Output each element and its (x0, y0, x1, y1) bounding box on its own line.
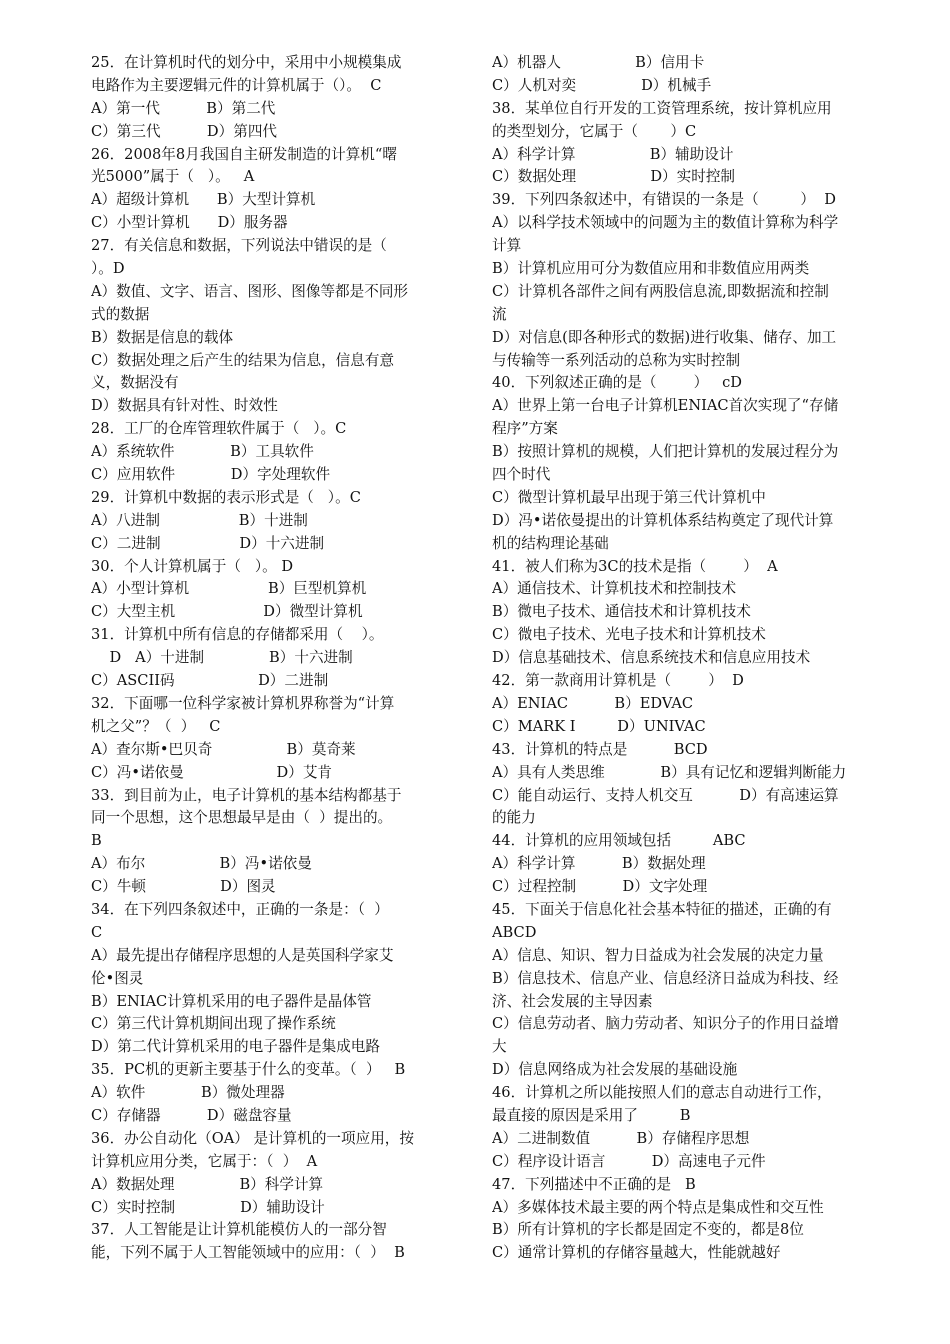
text-line: A）具有人类思维 B）具有记忆和逻辑判断能力 (492, 763, 847, 781)
text-line: C）数据处理 D）实时控制 (492, 168, 736, 186)
text-line: A）二进制数值 B）存储程序思想 (492, 1129, 750, 1147)
text-line: C）存储器 D）磁盘容量 (91, 1106, 292, 1124)
text-line: C (91, 923, 103, 941)
text-line: 电路作为主要逻辑元件的计算机属于（）。 C (91, 76, 382, 94)
text-line: A）世界上第一台电子计算机ENIAC首次实现了“存储 (492, 397, 839, 415)
right-column (492, 52, 896, 1265)
text-line: A）八进制 B）十进制 (91, 511, 308, 529)
text-line: A）多媒体技术最主要的两个特点是集成性和交互性 (492, 1198, 824, 1216)
text-line: 41．被人们称为3C的技术是指（ ） A (492, 557, 778, 575)
text-line: D）信息网络成为社会发展的基础设施 (492, 1061, 738, 1079)
text-line: C）能自动运行、支持人机交互 D）有高速运算 (492, 786, 839, 804)
text-line: A）ENIAC B）EDVAC (492, 694, 694, 712)
text-line: 能，下列不属于人工智能领域中的应用：（ ） B (91, 1244, 405, 1262)
text-line: A）小型计算机 B）巨型机算机 (91, 580, 367, 598)
text-line: B）信息技术、信息产业、信息经济日益成为科技、经 (492, 969, 839, 987)
text-line: 40．下列叙述正确的是（ ） cD (492, 374, 743, 392)
text-line: C）程序设计语言 D）高速电子元件 (492, 1152, 766, 1170)
text-line: 38．某单位自行开发的工资管理系统，按计算机应用 (492, 99, 832, 117)
text-line: D）第二代计算机采用的电子器件是集成电路 (91, 1038, 380, 1056)
text-line: 计算 (492, 237, 522, 255)
text-line: C）数据处理之后产生的结果为信息，信息有意 (91, 351, 395, 369)
text-line: 光5000”属于（ ）。 A (91, 168, 255, 186)
text-line: D）对信息(即各种形式的数据)进行收集、储存、加工 (492, 328, 837, 346)
text-line: 29．计算机中数据的表示形式是（ ）。C (91, 488, 361, 506)
text-line: C）牛顿 D）图灵 (91, 878, 276, 896)
text-line: C）冯•诺依曼 D）艾肯 (91, 763, 333, 781)
text-line: 机的结构理论基础 (492, 534, 609, 552)
text-line: A）系统软件 B）工具软件 (91, 443, 314, 461)
text-line: 47．下列描述中不正确的是 B (492, 1175, 696, 1193)
text-line: A）超级计算机 B）大型计算机 (91, 191, 316, 209)
text-line: D）信息基础技术、信息系统技术和信息应用技术 (492, 649, 811, 667)
text-line: A）以科学技术领域中的问题为主的数值计算称为科学 (492, 214, 839, 232)
text-line: A）最先提出存储程序思想的人是英国科学家艾 (91, 946, 394, 964)
text-line: 与传输等一系列活动的总称为实时控制 (492, 351, 741, 369)
text-line: 30．个人计算机属于（ ）。 D (91, 557, 294, 575)
text-line: 43．计算机的特点是 BCD (492, 740, 708, 758)
text-line: A）第一代 B）第二代 (91, 99, 276, 117)
text-line: 的类型划分，它属于（ ）C (492, 122, 697, 140)
text-line: A）布尔 B）冯•诺依曼 (91, 855, 312, 873)
text-line: B）数据是信息的载体 (91, 328, 234, 346)
text-line: C）应用软件 D）字处理软件 (91, 466, 331, 484)
text-line: A）软件 B）微处理器 (91, 1084, 285, 1102)
text-line: 济、社会发展的主导因素 (492, 992, 653, 1010)
text-line: 最直接的原因是采用了 B (492, 1106, 691, 1124)
text-line: 39．下列四条叙述中，有错误的一条是（ ） D (492, 191, 836, 209)
text-line: ABCD (492, 923, 537, 941)
text-line: 的能力 (492, 809, 536, 827)
text-line: 伦•图灵 (91, 969, 144, 987)
text-line: C）第三代计算机期间出现了操作系统 (91, 1015, 336, 1033)
left-column (91, 52, 463, 1265)
text-line: C）计算机各部件之间有两股信息流,即数据流和控制 (492, 282, 829, 300)
text-line: C）信息劳动者、脑力劳动者、知识分子的作用日益增 (492, 1015, 839, 1033)
text-line: D）数据具有针对性、时效性 (91, 397, 278, 415)
text-line: C）微电子技术、光电子技术和计算机技术 (492, 626, 766, 644)
text-line: 33．到目前为止，电子计算机的基本结构都基于 (91, 786, 402, 804)
text-line: 27．有关信息和数据，下列说法中错误的是（ (91, 237, 387, 255)
text-line: A）数值、文字、语言、图形、图像等都是不同形 (91, 282, 409, 300)
text-line: 46．计算机之所以能按照人们的意志自动进行工作， (492, 1084, 832, 1102)
text-line: 36．办公自动化（OA） 是计算机的一项应用，按 (91, 1129, 414, 1147)
text-line: A）通信技术、计算机技术和控制技术 (492, 580, 737, 598)
text-line: A）科学计算 B）数据处理 (492, 855, 706, 873)
text-line: C）小型计算机 D）服务器 (91, 214, 288, 232)
text-line: 机之父”？（ ） C (91, 717, 221, 735)
text-line: C）过程控制 D）文字处理 (492, 878, 708, 896)
text-line: 32．下面哪一位科学家被计算机界称誉为“计算 (91, 694, 395, 712)
text-line: 44．计算机的应用领域包括 ABC (492, 832, 746, 850)
text-line: A）机器人 B）信用卡 (492, 54, 705, 71)
text-line: 37．人工智能是让计算机能模仿人的一部分智 (91, 1221, 387, 1239)
text-line: C）二进制 D）十六进制 (91, 534, 325, 552)
text-line: 34．在下列四条叙述中，正确的一条是：（ ） (91, 900, 389, 918)
text-line: D A）十进制 B）十六进制 (91, 649, 353, 667)
text-line: 35．PC机的更新主要基于什么的变革。（ ） B (91, 1061, 406, 1079)
text-line: A）查尔斯•巴贝奇 B）莫奇莱 (91, 740, 356, 758)
text-line: C）ASCII码 D）二进制 (91, 672, 329, 690)
text-line: ）。D (91, 260, 125, 278)
text-line: B）微电子技术、通信技术和计算机技术 (492, 603, 751, 621)
text-line: B）所有计算机的字长都是固定不变的，都是8位 (492, 1221, 804, 1239)
text-line: 大 (492, 1038, 507, 1056)
text-line: 同一个思想，这个思想最早是由（ ）提出的。 (91, 809, 393, 827)
text-line: 程序”方案 (492, 420, 558, 438)
text-line: C）MARK I D）UNIVAC (492, 717, 706, 735)
text-line: 42．第一款商用计算机是（ ） D (492, 672, 744, 690)
text-line: C）人机对奕 D）机械手 (492, 76, 712, 94)
text-line: C）大型主机 D）微型计算机 (91, 603, 363, 621)
text-line: B）ENIAC计算机采用的电子器件是晶体管 (91, 992, 372, 1010)
text-line: 计算机应用分类，它属于：（ ） A (91, 1152, 318, 1170)
text-line: 31．计算机中所有信息的存储都采用（ ）。 (91, 626, 384, 644)
text-line: 26．2008年8月我国自主研发制造的计算机“曙 (91, 145, 397, 163)
text-line: B (91, 832, 102, 850)
text-line: C）实时控制 D）辅助设计 (91, 1198, 325, 1216)
text-line: B）按照计算机的规模，人们把计算机的发展过程分为 (492, 443, 839, 461)
text-line: 45．下面关于信息化社会基本特征的描述，正确的有 (492, 900, 832, 918)
text-line: C）通常计算机的存储容量越大，性能就越好 (492, 1244, 781, 1262)
text-line: A）科学计算 B）辅助设计 (492, 145, 734, 163)
text-line: A）信息、知识、智力日益成为社会发展的决定力量 (492, 946, 824, 964)
text-line: A）数据处理 B）科学计算 (91, 1175, 324, 1193)
text-line: C）微型计算机最早出现于第三代计算机中 (492, 488, 766, 506)
text-line: 25．在计算机时代的划分中，采用中小规模集成 (91, 54, 402, 71)
text-line: 28．工厂的仓库管理软件属于（ ）。C (91, 420, 347, 438)
text-line: 四个时代 (492, 466, 551, 484)
text-line: 式的数据 (91, 305, 150, 323)
text-line: 流 (492, 305, 507, 323)
text-line: D）冯•诺依曼提出的计算机体系结构奠定了现代计算 (492, 511, 834, 529)
text-line: C）第三代 D）第四代 (91, 122, 278, 140)
text-line: B）计算机应用可分为数值应用和非数值应用两类 (492, 260, 810, 278)
text-line: 义，数据没有 (91, 374, 179, 392)
